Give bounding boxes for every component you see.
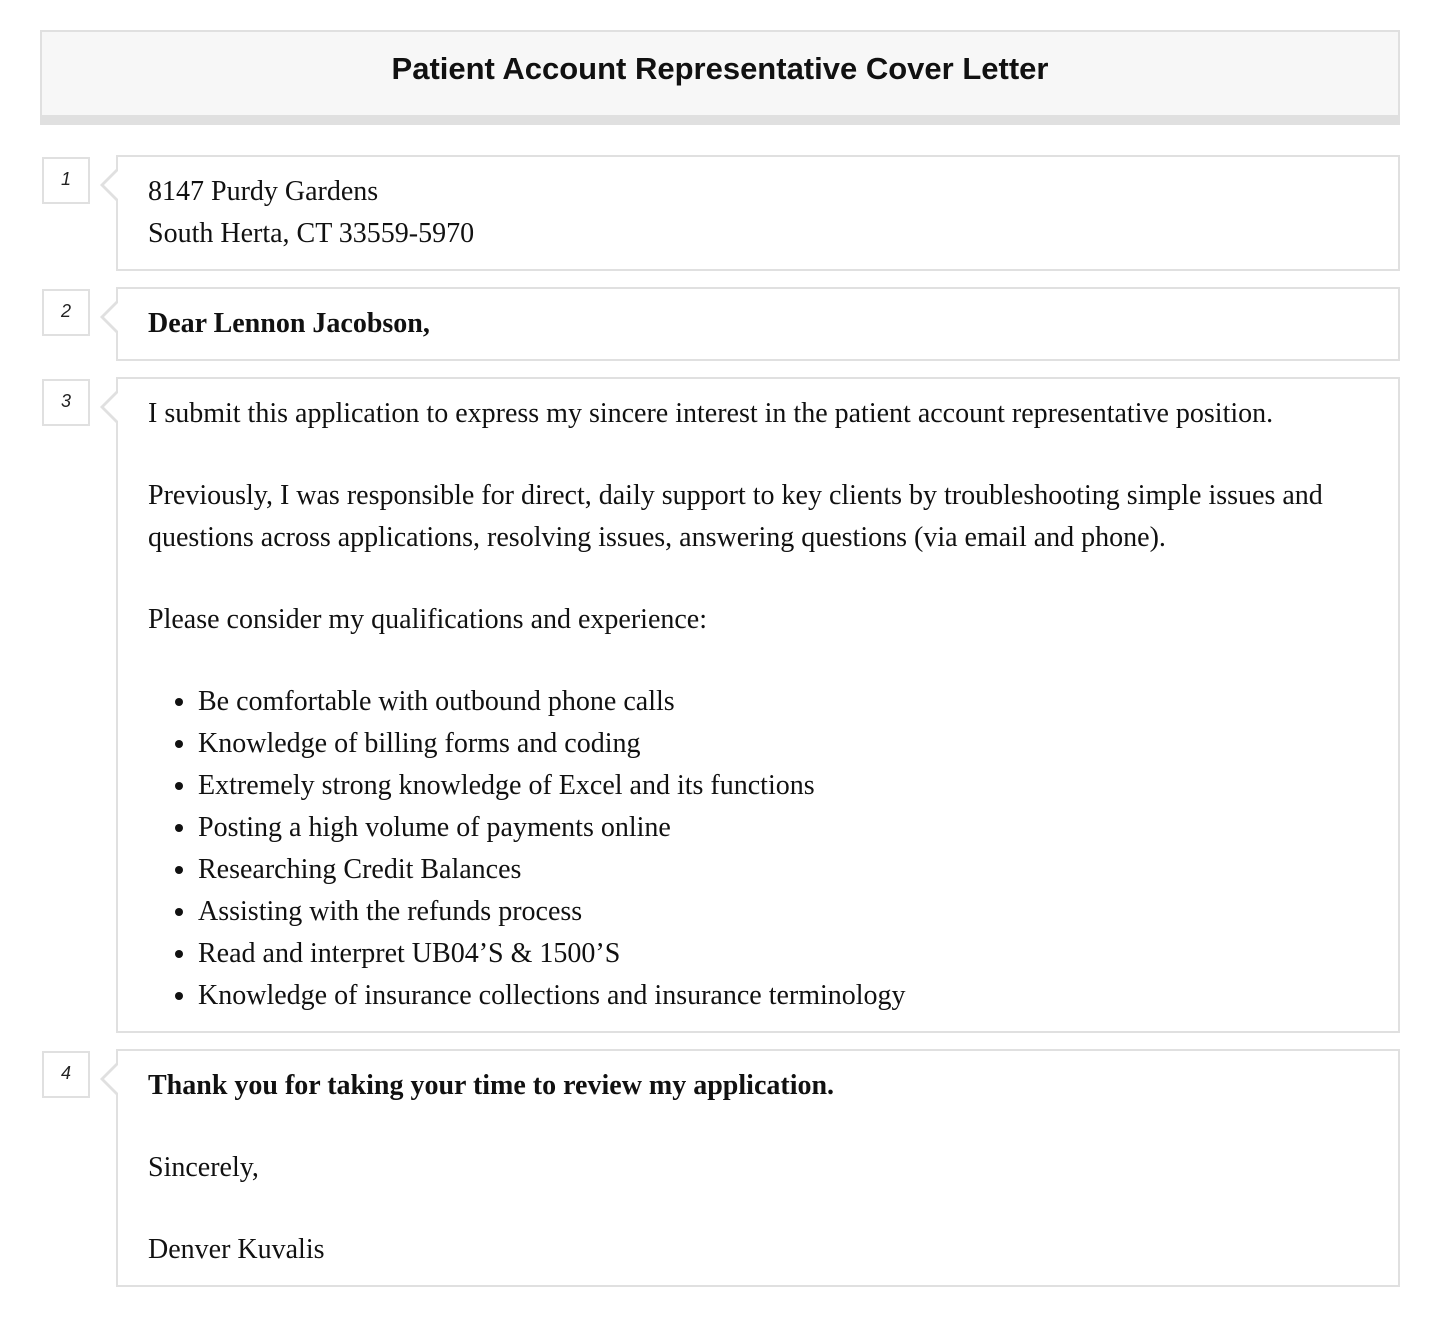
document-header xyxy=(40,30,1400,125)
list-item: • Researching Credit Balances xyxy=(198,849,1368,891)
list-item: • Be comfortable with outbound phone calls xyxy=(198,681,1368,723)
qualifications-list xyxy=(148,681,1368,1017)
body-card xyxy=(116,377,1400,1033)
closing-card xyxy=(116,1049,1400,1287)
closing-line: Sincerely, xyxy=(148,1152,259,1183)
section-closing xyxy=(42,1049,1400,1287)
list-item: • Knowledge of insurance collections and insurance terminology xyxy=(198,975,1368,1017)
list-item: • Extremely strong knowledge of Excel and its functions xyxy=(198,765,1368,807)
section-number-badge: 2 xyxy=(42,289,90,336)
section-number-badge: 4 xyxy=(42,1051,90,1098)
list-item: • Knowledge of billing forms and coding xyxy=(198,723,1368,765)
salutation: Dear Lennon Jacobson, xyxy=(148,308,430,339)
signature: Denver Kuvalis xyxy=(148,1234,325,1265)
thanks-line: Thank you for taking your time to review my application. xyxy=(148,1070,835,1101)
list-item: • Posting a high volume of payments online xyxy=(198,807,1368,849)
section-number-badge: 3 xyxy=(42,379,90,426)
address-line-2: South Herta, CT 33559-5970 xyxy=(148,218,475,249)
list-item: • Read and interpret UB04’S & 1500’S xyxy=(198,933,1368,975)
list-item: • Assisting with the refunds process xyxy=(198,891,1368,933)
section-salutation xyxy=(42,287,1400,361)
salutation-card xyxy=(116,287,1400,361)
intro-paragraph: I submit this application to express my sincere interest in the patient account representative position. xyxy=(148,398,1274,429)
qualifications-intro: Please consider my qualifications and experience: xyxy=(148,604,708,635)
page-title: Patient Account Representative Cover Letter xyxy=(391,50,1049,86)
address-line-1: 8147 Purdy Gardens xyxy=(148,176,379,207)
section-body xyxy=(42,377,1400,1033)
experience-paragraph: Previously, I was responsible for direct, daily support to key clients by troubleshooting simple issues and questions across applications, resolving issues, answering questions (via email and phone). xyxy=(148,480,1323,553)
address-card xyxy=(116,155,1400,271)
section-address xyxy=(42,155,1400,271)
section-number-badge: 1 xyxy=(42,157,90,204)
